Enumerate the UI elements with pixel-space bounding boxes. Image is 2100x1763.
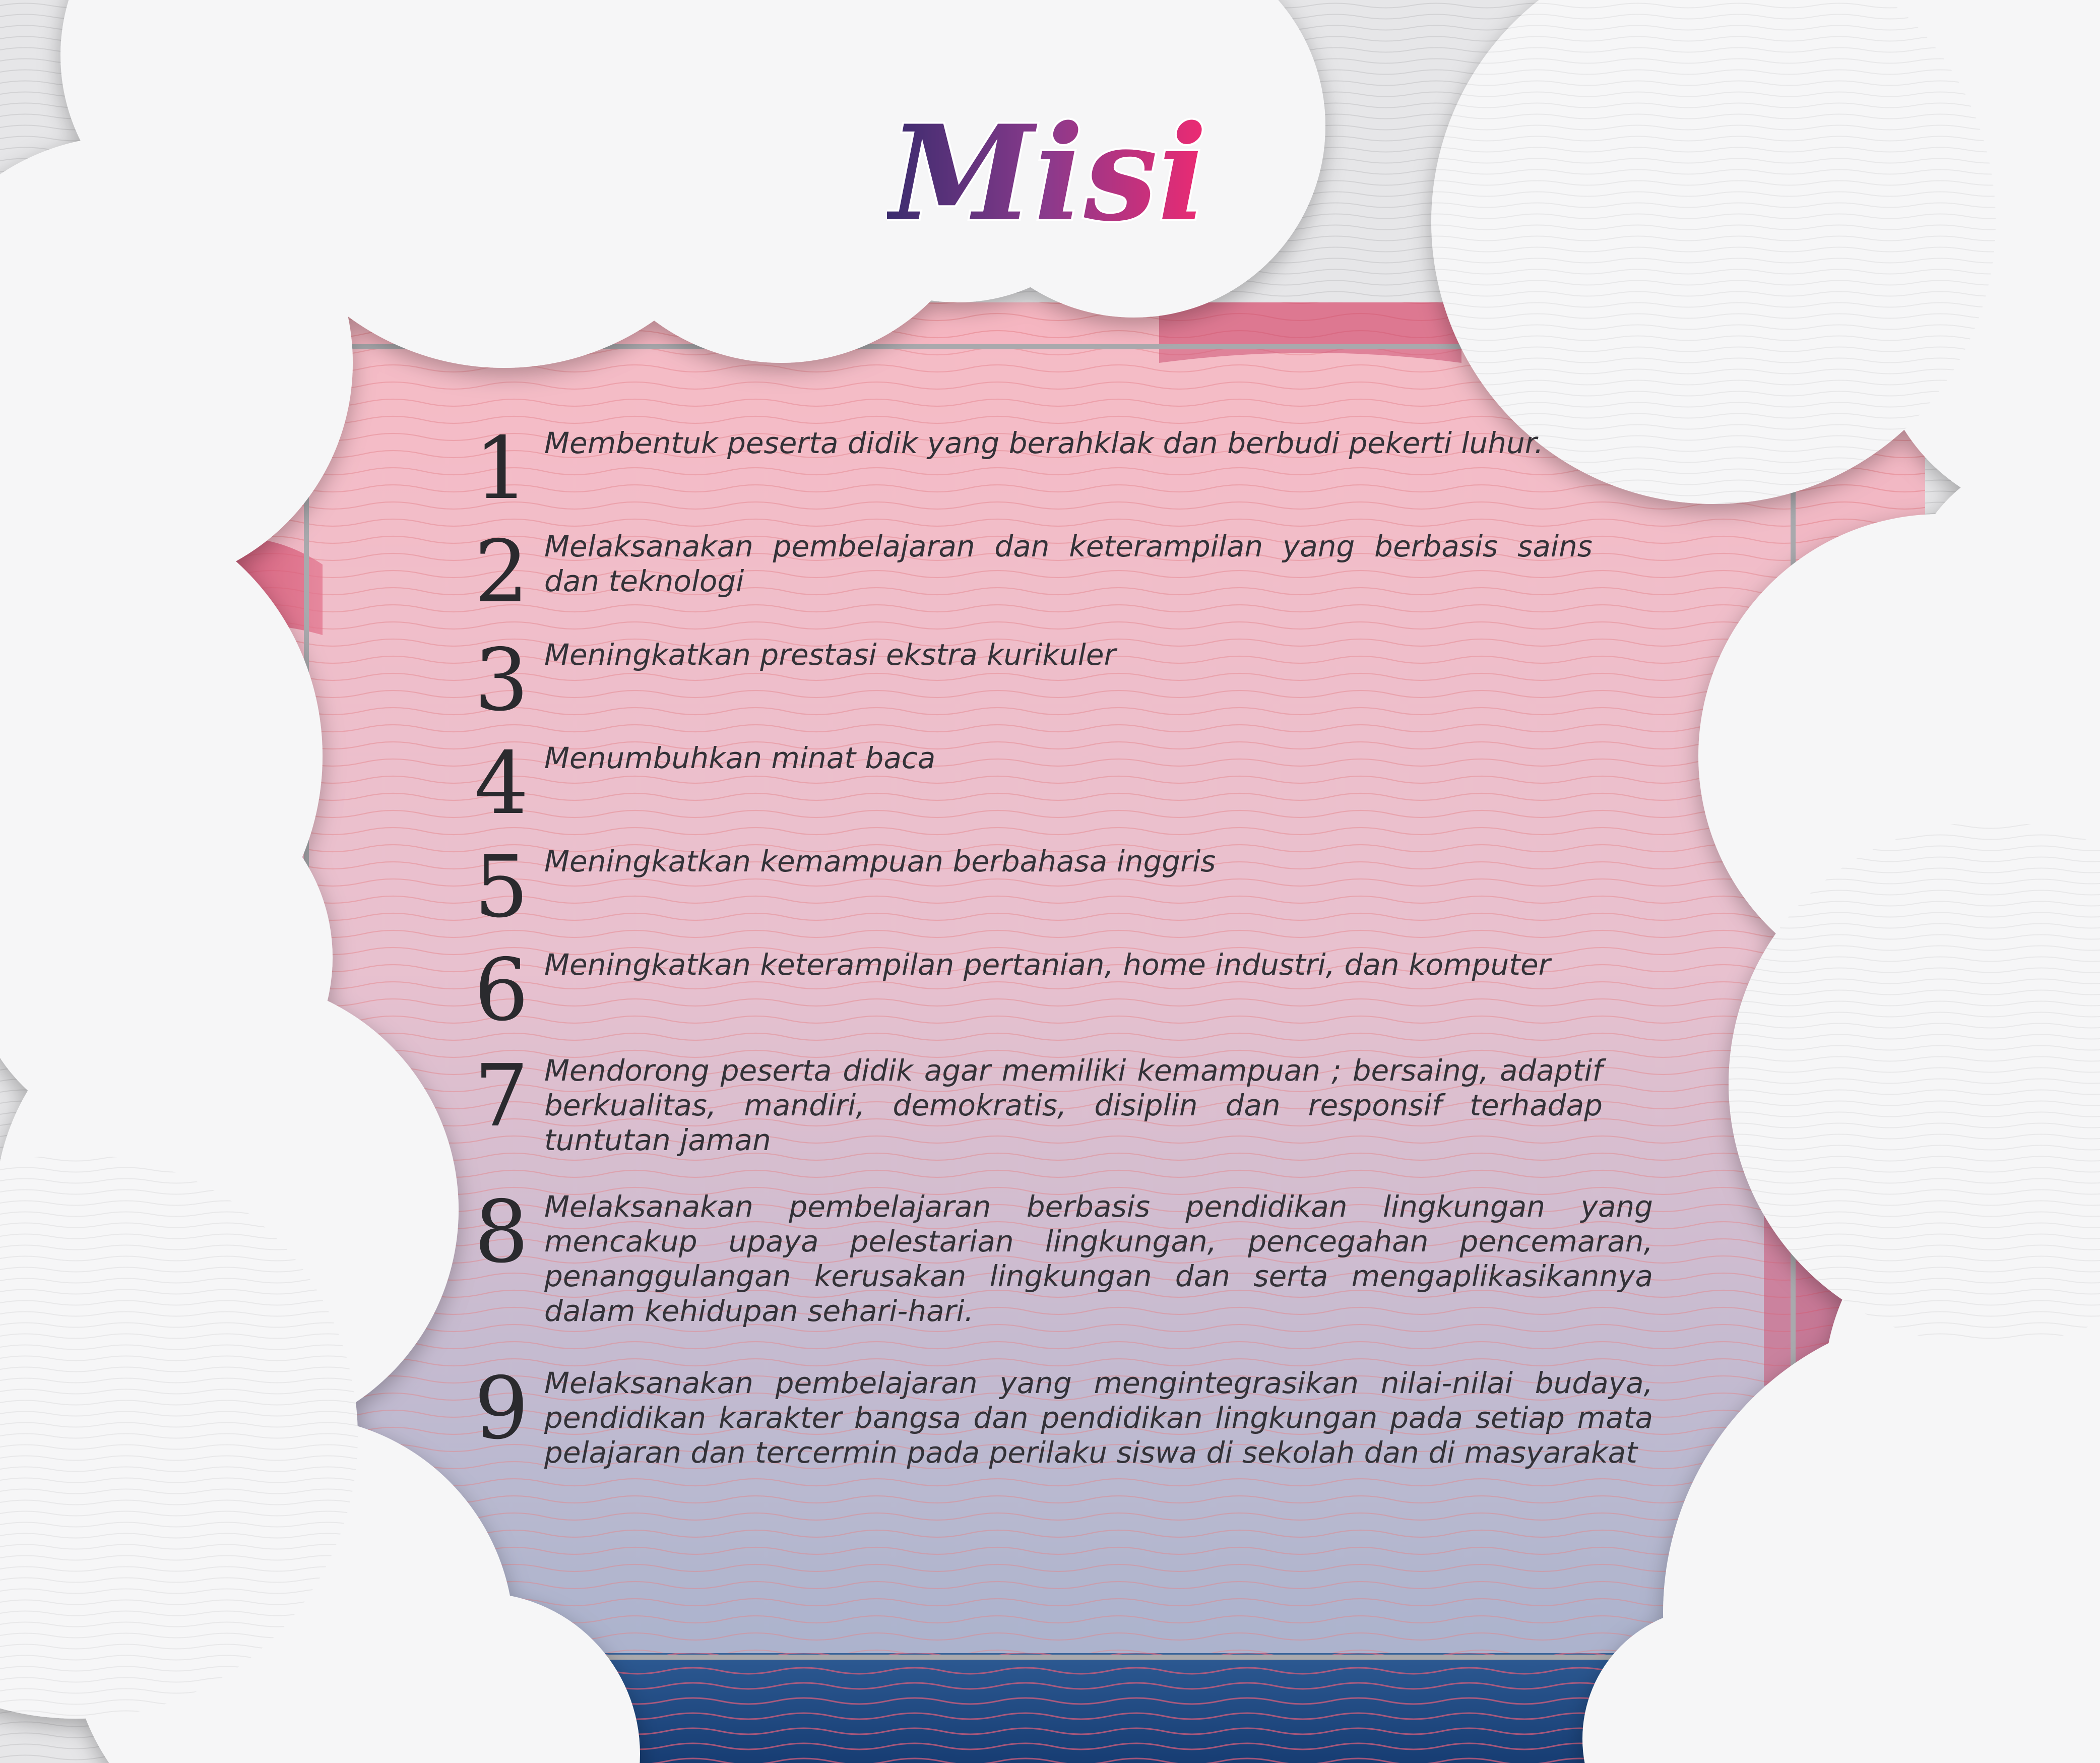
mission-text: Meningkatkan prestasi ekstra kurikuler bbox=[544, 638, 1116, 672]
mission-number: 7 bbox=[474, 1046, 529, 1146]
mission-number: 5 bbox=[474, 837, 529, 937]
page-title: Misi bbox=[889, 97, 1207, 250]
mission-number: 2 bbox=[474, 522, 529, 622]
title-logo bbox=[887, 86, 1210, 267]
mission-text: Menumbuhkan minat baca bbox=[544, 741, 936, 775]
mission-text: Melaksanakan pembelajaran berbasis pendidikan lingkungan yang mencakup upaya pelestarian lingkungan, pencegahan pencemaran, penanggulangan kerusakan lingkungan dan serta mengaplikasikannya dalam kehidupan sehari-hari. bbox=[544, 1189, 1653, 1328]
mission-number: 6 bbox=[474, 940, 529, 1040]
mission-number: 9 bbox=[474, 1359, 529, 1459]
mission-text: Membentuk peserta didik yang berahklak dan berbudi pekerti luhur. bbox=[544, 426, 1544, 460]
mission-text: Mendorong peserta didik agar memiliki kemampuan ; bersaing, adaptif berkualitas, mandiri, demokratis, disiplin dan responsif terhadap tuntutan jaman bbox=[544, 1053, 1603, 1157]
mission-text: Melaksanakan pembelajaran dan keterampilan yang berbasis sains dan teknologi bbox=[544, 529, 1593, 598]
mission-number: 1 bbox=[474, 419, 529, 519]
mission-number: 3 bbox=[474, 631, 529, 730]
mission-text: Meningkatkan kemampuan berbahasa inggris bbox=[544, 844, 1216, 878]
mission-number: 4 bbox=[474, 734, 529, 834]
mission-number: 8 bbox=[474, 1182, 529, 1282]
mission-text: Melaksanakan pembelajaran yang mengintegrasikan nilai-nilai budaya, pendidikan karakter bangsa dan pendidikan lingkungan pada setiap mata pelajaran dan tercermin pada perilaku siswa di sekolah dan di masyarakat bbox=[544, 1366, 1653, 1470]
mission-text: Meningkatkan keterampilan pertanian, home industri, dan komputer bbox=[544, 948, 1551, 982]
